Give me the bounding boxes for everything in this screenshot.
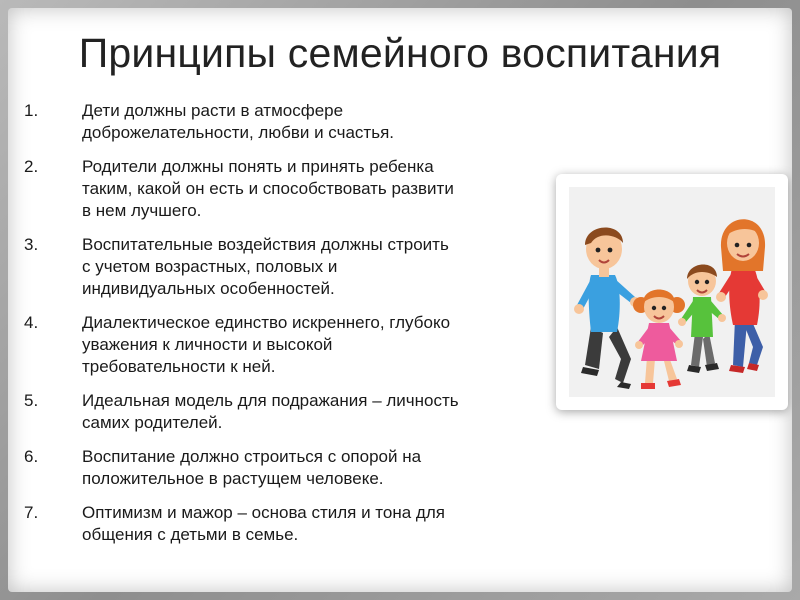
item-number: 5. xyxy=(24,391,39,410)
girl-figure xyxy=(633,290,685,390)
boy-figure xyxy=(678,264,726,373)
item-line: требовательности к ней. xyxy=(82,357,276,376)
item-line: в нем лучшего. xyxy=(82,201,202,220)
slide-title: Принципы семейного воспитания xyxy=(78,30,722,76)
item-line: общения с детьми в семье. xyxy=(82,525,299,544)
item-number: 7. xyxy=(24,503,39,522)
item-line: с учетом возрастных, половых и xyxy=(82,257,338,276)
item-line: Идеальная модель для подражания – личность xyxy=(82,391,459,410)
item-line: Дети должны расти в атмосфере xyxy=(82,101,344,120)
item-number: 4. xyxy=(24,313,39,332)
item-line: Воспитательные воздействия должны строить xyxy=(82,235,449,254)
list-item xyxy=(24,390,584,434)
slide xyxy=(8,8,792,592)
list-item xyxy=(24,100,584,144)
item-line: положительное в растущем человеке. xyxy=(82,469,384,488)
list-item xyxy=(24,156,584,222)
item-line: индивидуальных особенностей. xyxy=(82,279,335,298)
father-figure xyxy=(574,227,640,389)
item-line: Оптимизм и мажор – основа стиля и тона для xyxy=(82,503,445,522)
list-item xyxy=(24,502,584,546)
item-number: 2. xyxy=(24,157,39,176)
item-line: самих родителей. xyxy=(82,413,223,432)
item-line: Родители должны понять и принять ребенка xyxy=(82,157,434,176)
item-line: доброжелательности, любви и счастья. xyxy=(82,123,394,142)
list-item xyxy=(24,446,584,490)
list-item xyxy=(24,234,584,300)
family-drawing xyxy=(569,187,775,397)
item-line: таким, какой он есть и способствовать развити xyxy=(82,179,454,198)
item-line: уважения к личности и высокой xyxy=(82,335,333,354)
item-number: 3. xyxy=(24,235,39,254)
principles-list xyxy=(24,100,584,558)
list-item xyxy=(24,312,584,378)
family-illustration xyxy=(569,187,775,397)
item-line: Диалектическое единство искреннего, глубоко xyxy=(82,313,451,332)
family-picture-card xyxy=(556,174,788,410)
item-line: Воспитание должно строиться с опорой на xyxy=(82,447,422,466)
mother-figure xyxy=(716,219,768,373)
item-number: 6. xyxy=(24,447,39,466)
item-number: 1. xyxy=(24,101,39,120)
